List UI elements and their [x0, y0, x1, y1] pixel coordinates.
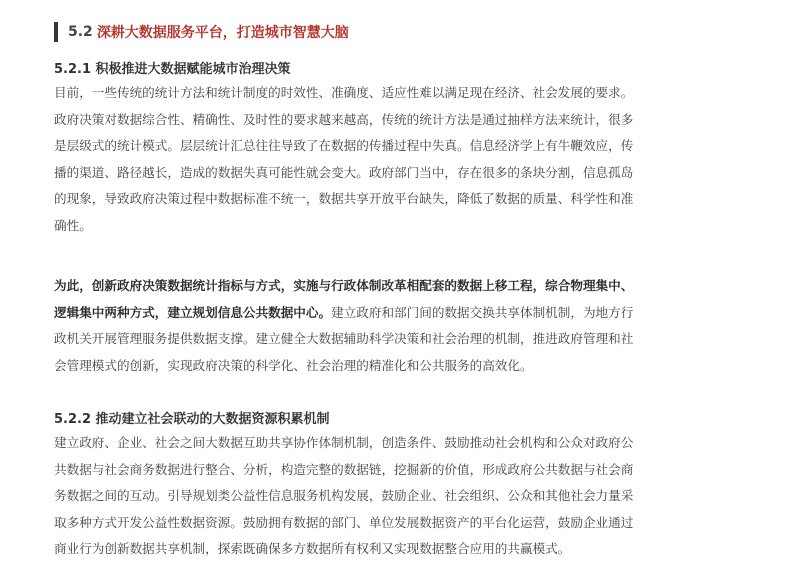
paragraph-line: 政机关开展管理服务提供数据支撑。建立健全大数据辅助科学决策和社会治理的机制，推进政府管理和社	[54, 331, 634, 347]
paragraph-2-body	[54, 273, 744, 379]
paragraph-line-mixed	[54, 300, 744, 327]
paragraph-line-bold: 为此，创新政府决策数据统计指标与方式，实施与行政体制改革相配套的数据上移工程，综合物理集中、	[54, 278, 634, 293]
subsection-2-heading: 5.2.2 推动建立社会联动的大数据资源积累机制	[54, 412, 330, 427]
subsection-1-heading: 5.2.1 积极推进大数据赋能城市治理决策	[54, 62, 291, 77]
bold-phrase: 逻辑集中两种方式，建立规划信息公共数据中心。	[54, 304, 332, 320]
paragraph-line: 商业行为创新数据共享机制，探索既确保多方数据所有权利又实现数据整合应用的共赢模式。	[54, 541, 571, 557]
paragraph-line: 政府决策对数据综合性、精确性、及时性的要求越来越高，传统的统计方法是通过抽样方法来统计，很多	[54, 111, 634, 127]
subsection-2-paragraph-1	[54, 430, 744, 563]
paragraph-line: 的现象，导致政府决策过程中数据标准不统一，数据共享开放平台缺失，降低了数据的质量、科学性和准	[54, 191, 634, 207]
subsection-1	[54, 60, 744, 240]
subsection-1-paragraph-2	[54, 273, 744, 379]
section-marker-bar	[54, 22, 58, 42]
subsection-2	[54, 410, 744, 563]
paragraph-line: 播的渠道、路径越长，造成的数据失真可能性就会变大。政府部门当中，存在很多的条块分割，信息孤岛	[54, 164, 634, 180]
paragraph-line: 会管理模式的创新，实现政府决策的科学化、社会治理的精准化和公共服务的高效化。	[54, 357, 533, 373]
paragraph-line: 务数据之间的互动。引导规划类公益性信息服务机构发展，鼓励企业、社会组织、公众和其他社会力量采	[54, 488, 634, 504]
paragraph-line: 确性。	[54, 217, 92, 233]
section-title: 深耕大数据服务平台，打造城市智慧大脑	[96, 25, 349, 41]
subsection-1-paragraph-1	[54, 80, 744, 240]
paragraph-line: 是层级式的统计模式。层层统计汇总往往导致了在数据的传播过程中失真。信息经济学上有牛鞭效应，传	[54, 138, 634, 154]
paragraph-line: 目前，一些传统的统计方法和统计制度的时效性、准确度、适应性难以满足现在经济、社会发展的要求。	[54, 85, 634, 100]
paragraph-line: 共数据与社会商务数据进行整合、分析，构造完整的数据链，挖掘新的价值，形成政府公共数据与社会商	[54, 461, 634, 477]
paragraph-line: 取多种方式开发公益性数据资源。鼓励拥有数据的部门、单位发展数据资产的平台化运营，鼓励企业通过	[54, 514, 634, 530]
normal-phrase: 建立政府和部门间的数据交换共享体制机制，为地方行	[331, 304, 634, 320]
paragraph-line: 建立政府、企业、社会之间大数据互助共享协作体制机制，创造条件、鼓励推动社会机构和公众对政府公	[54, 435, 634, 450]
section-number: 5.2	[68, 24, 93, 40]
section-heading	[54, 22, 349, 42]
